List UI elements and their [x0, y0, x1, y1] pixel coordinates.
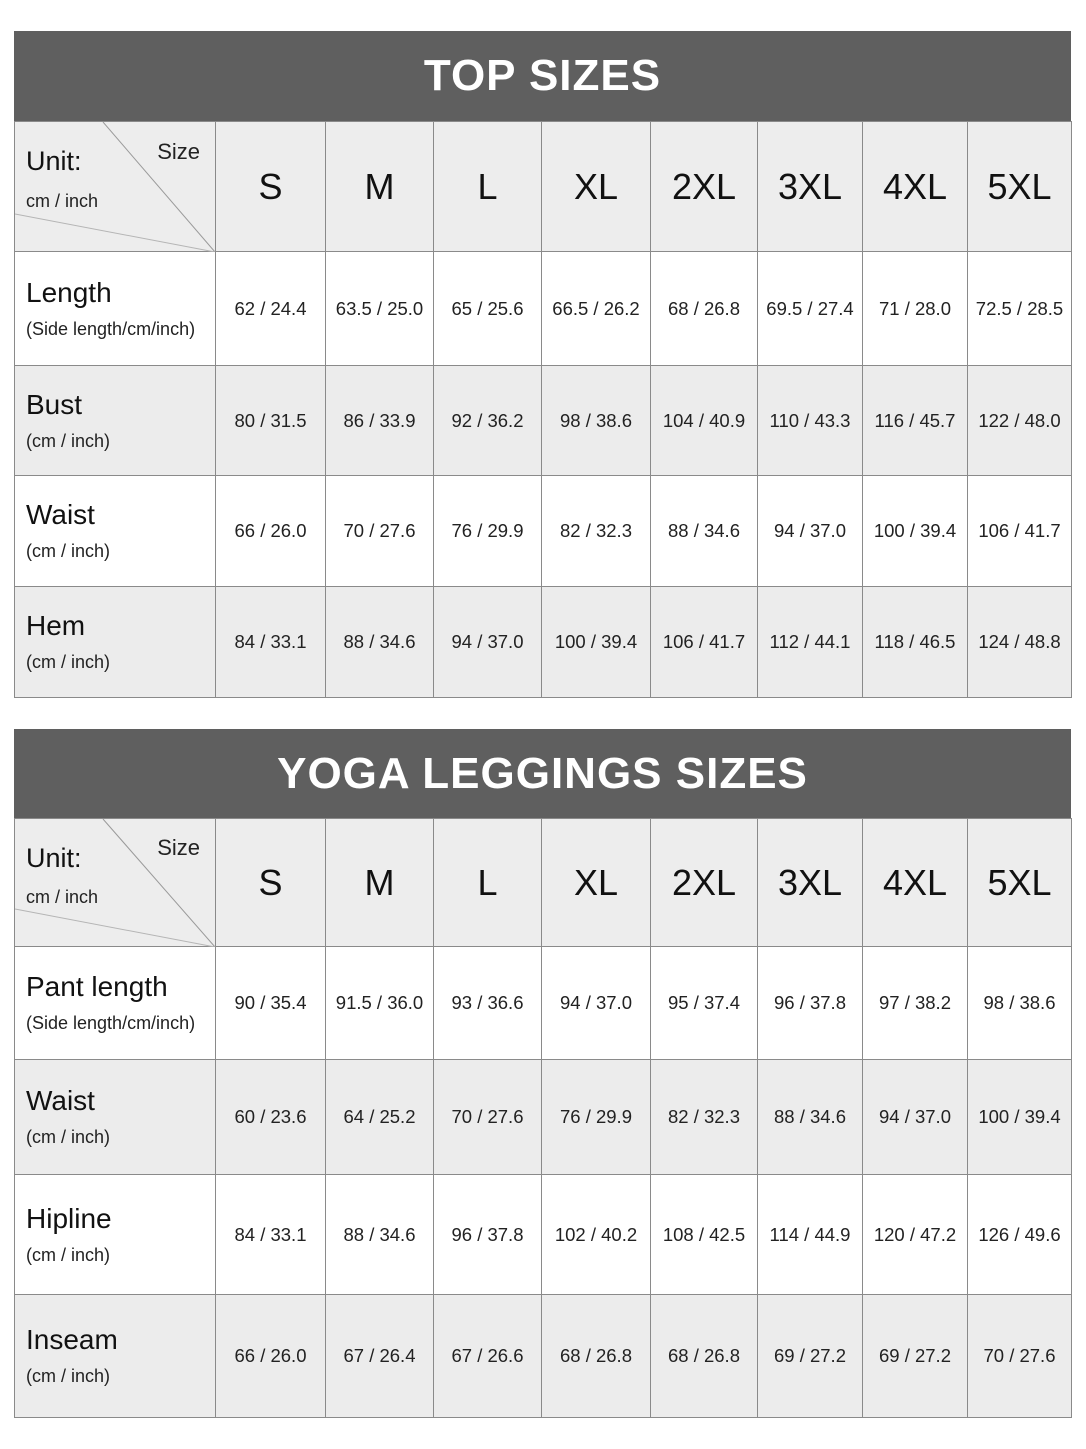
value-cell: 94 / 37.0: [863, 1060, 968, 1175]
row-label-cell: [15, 366, 216, 476]
value-cell: 94 / 37.0: [542, 947, 651, 1060]
size-header-5xl: 5XL: [968, 819, 1072, 947]
value-cell: 69 / 27.2: [758, 1295, 863, 1418]
row-label: Waist: [26, 499, 95, 530]
value-cell: 108 / 42.5: [651, 1175, 758, 1295]
leggings-sizes-table: [14, 818, 1072, 1418]
value-cell: 90 / 35.4: [216, 947, 326, 1060]
value-cell: 106 / 41.7: [651, 587, 758, 698]
value-cell: 94 / 37.0: [434, 587, 542, 698]
value-cell: 102 / 40.2: [542, 1175, 651, 1295]
row-label-cell: [15, 947, 216, 1060]
value-cell: 114 / 44.9: [758, 1175, 863, 1295]
value-cell: 124 / 48.8: [968, 587, 1072, 698]
value-cell: 118 / 46.5: [863, 587, 968, 698]
unit-sub-label: cm / inch: [26, 191, 99, 211]
row-sub-label: (cm / inch): [26, 1127, 111, 1147]
size-header-s: S: [216, 122, 326, 252]
value-cell: 80 / 31.5: [216, 366, 326, 476]
value-cell: 64 / 25.2: [326, 1060, 434, 1175]
size-label: Size: [157, 139, 200, 164]
row-label-cell: [15, 1175, 216, 1295]
size-label: Size: [157, 835, 200, 860]
size-header-xl: XL: [542, 122, 651, 252]
unit-size-corner-cell: [15, 122, 216, 252]
size-header-3xl: 3XL: [758, 122, 863, 252]
measurement-row-inseam: [15, 1295, 1072, 1418]
row-label-cell: [15, 1295, 216, 1418]
value-cell: 97 / 38.2: [863, 947, 968, 1060]
value-cell: 60 / 23.6: [216, 1060, 326, 1175]
row-sub-label: (cm / inch): [26, 1244, 111, 1265]
value-cell: 120 / 47.2: [863, 1175, 968, 1295]
value-cell: 70 / 27.6: [968, 1295, 1072, 1418]
value-cell: 122 / 48.0: [968, 366, 1072, 476]
top-sizes-chart: [14, 31, 1071, 698]
size-header-s: S: [216, 819, 326, 947]
value-cell: 116 / 45.7: [863, 366, 968, 476]
value-cell: 68 / 26.8: [651, 252, 758, 366]
value-cell: 110 / 43.3: [758, 366, 863, 476]
value-cell: 88 / 34.6: [326, 1175, 434, 1295]
value-cell: 106 / 41.7: [968, 476, 1072, 587]
row-label: Waist: [26, 1085, 95, 1116]
value-cell: 66 / 26.0: [216, 476, 326, 587]
row-label-cell: [15, 252, 216, 366]
size-header-2xl: 2XL: [651, 819, 758, 947]
value-cell: 96 / 37.8: [758, 947, 863, 1060]
value-cell: 92 / 36.2: [434, 366, 542, 476]
size-header-3xl: 3XL: [758, 819, 863, 947]
measurement-row-hem: [15, 587, 1072, 698]
size-header-row: [15, 819, 1072, 947]
size-header-l: L: [434, 122, 542, 252]
value-cell: 66 / 26.0: [216, 1295, 326, 1418]
row-label: Length: [26, 276, 112, 308]
row-sub-label: (cm / inch): [26, 652, 111, 672]
value-cell: 84 / 33.1: [216, 587, 326, 698]
size-header-5xl: 5XL: [968, 122, 1072, 252]
value-cell: 70 / 27.6: [434, 1060, 542, 1175]
value-cell: 84 / 33.1: [216, 1175, 326, 1295]
unit-sub-label: cm / inch: [26, 887, 99, 907]
value-cell: 88 / 34.6: [326, 587, 434, 698]
value-cell: 63.5 / 25.0: [326, 252, 434, 366]
value-cell: 98 / 38.6: [542, 366, 651, 476]
size-header-2xl: 2XL: [651, 122, 758, 252]
measurement-row-waist: [15, 1060, 1072, 1175]
measurement-row-waist: [15, 476, 1072, 587]
value-cell: 68 / 26.8: [651, 1295, 758, 1418]
value-cell: 69.5 / 27.4: [758, 252, 863, 366]
value-cell: 93 / 36.6: [434, 947, 542, 1060]
row-label: Inseam: [26, 1324, 118, 1355]
row-sub-label: (cm / inch): [26, 430, 111, 451]
value-cell: 71 / 28.0: [863, 252, 968, 366]
value-cell: 126 / 49.6: [968, 1175, 1072, 1295]
value-cell: 86 / 33.9: [326, 366, 434, 476]
size-header-4xl: 4XL: [863, 122, 968, 252]
size-header-xl: XL: [542, 819, 651, 947]
unit-label: Unit:: [26, 146, 82, 176]
value-cell: 104 / 40.9: [651, 366, 758, 476]
leggings-sizes-title: YOGA LEGGINGS SIZES: [14, 729, 1071, 818]
value-cell: 76 / 29.9: [434, 476, 542, 587]
value-cell: 96 / 37.8: [434, 1175, 542, 1295]
row-sub-label: (cm / inch): [26, 541, 111, 561]
unit-label: Unit:: [26, 843, 82, 873]
size-header-m: M: [326, 819, 434, 947]
value-cell: 100 / 39.4: [968, 1060, 1072, 1175]
value-cell: 94 / 37.0: [758, 476, 863, 587]
value-cell: 70 / 27.6: [326, 476, 434, 587]
row-sub-label: (cm / inch): [26, 1366, 111, 1386]
value-cell: 67 / 26.6: [434, 1295, 542, 1418]
size-header-m: M: [326, 122, 434, 252]
row-label-cell: [15, 587, 216, 698]
measurement-row-hipline: [15, 1175, 1072, 1295]
row-sub-label: (Side length/cm/inch): [26, 1013, 196, 1033]
value-cell: 112 / 44.1: [758, 587, 863, 698]
value-cell: 82 / 32.3: [542, 476, 651, 587]
value-cell: 68 / 26.8: [542, 1295, 651, 1418]
value-cell: 69 / 27.2: [863, 1295, 968, 1418]
measurement-row-pant-length: [15, 947, 1072, 1060]
value-cell: 66.5 / 26.2: [542, 252, 651, 366]
row-label: Hipline: [26, 1202, 112, 1234]
value-cell: 88 / 34.6: [758, 1060, 863, 1175]
value-cell: 72.5 / 28.5: [968, 252, 1072, 366]
size-header-4xl: 4XL: [863, 819, 968, 947]
unit-size-corner-cell: [15, 819, 216, 947]
top-sizes-table: [14, 121, 1072, 698]
value-cell: 82 / 32.3: [651, 1060, 758, 1175]
value-cell: 100 / 39.4: [863, 476, 968, 587]
value-cell: 95 / 37.4: [651, 947, 758, 1060]
row-label-cell: [15, 476, 216, 587]
row-label: Bust: [26, 388, 83, 420]
value-cell: 76 / 29.9: [542, 1060, 651, 1175]
value-cell: 67 / 26.4: [326, 1295, 434, 1418]
row-sub-label: (Side length/cm/inch): [26, 318, 196, 339]
size-header-row: [15, 122, 1072, 252]
row-label: Pant length: [26, 971, 168, 1002]
value-cell: 91.5 / 36.0: [326, 947, 434, 1060]
value-cell: 65 / 25.6: [434, 252, 542, 366]
leggings-sizes-chart: [14, 729, 1071, 1418]
top-sizes-title: TOP SIZES: [14, 31, 1071, 121]
measurement-row-length: [15, 252, 1072, 366]
size-header-l: L: [434, 819, 542, 947]
value-cell: 88 / 34.6: [651, 476, 758, 587]
value-cell: 62 / 24.4: [216, 252, 326, 366]
row-label: Hem: [26, 610, 86, 641]
value-cell: 100 / 39.4: [542, 587, 651, 698]
measurement-row-bust: [15, 366, 1072, 476]
value-cell: 98 / 38.6: [968, 947, 1072, 1060]
row-label-cell: [15, 1060, 216, 1175]
